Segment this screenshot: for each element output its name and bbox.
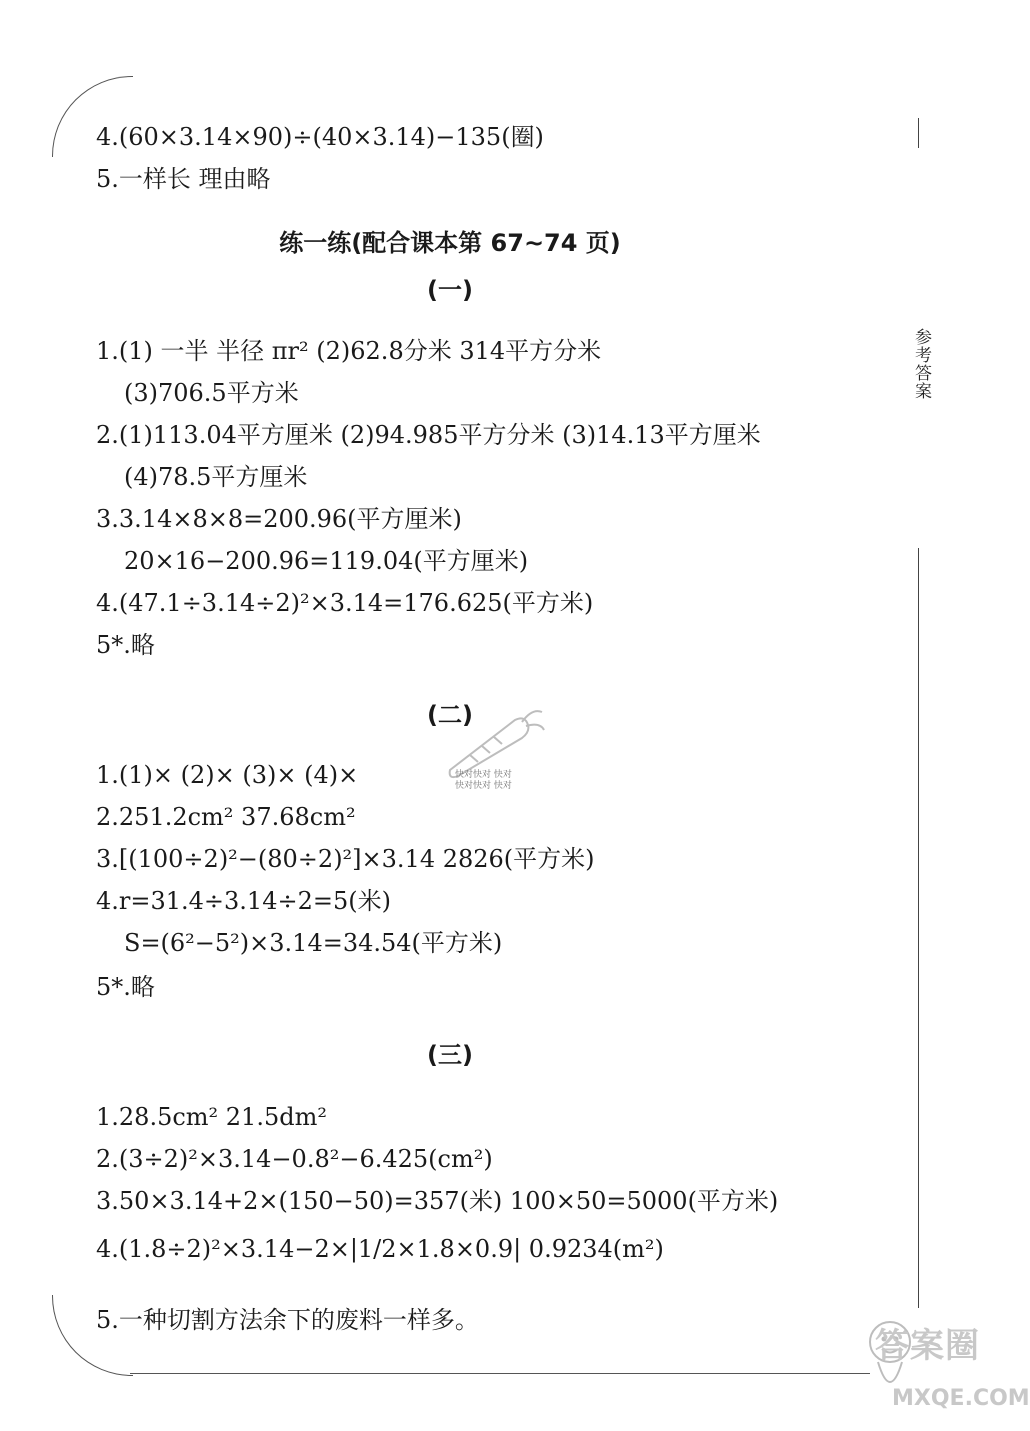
carrot-watermark-icon (430, 700, 550, 780)
subsection-heading: (一) (427, 276, 473, 304)
answer-line: 4.r=31.4÷3.14÷2=5(米) (96, 887, 391, 915)
answer-line: 3.3.14×8×8=200.96(平方厘米) (96, 505, 462, 533)
answer-line: 5.一样长 理由略 (96, 165, 271, 193)
answer-line: 1.28.5cm² 21.5dm² (96, 1103, 327, 1131)
answer-line: 4.(1.8÷2)²×3.14−2×|1/2×1.8×0.9| 0.9234(m²) (96, 1235, 664, 1263)
page-frame-bottom-line (130, 1373, 870, 1374)
watermark-small-text (455, 770, 512, 792)
answer-line: 5*.略 (96, 973, 155, 1001)
answer-line: 2.(1)113.04平方厘米 (2)94.985平方分米 (3)14.13平方厘米 (96, 421, 761, 449)
subsection-heading: (二) (427, 701, 473, 729)
answer-line: 5.一种切割方法余下的废料一样多。 (96, 1306, 479, 1334)
answer-line: (4)78.5平方厘米 (124, 463, 308, 491)
answer-line: 4.(47.1÷3.14÷2)²×3.14=176.625(平方米) (96, 589, 594, 617)
answer-line: 4.(60×3.14×90)÷(40×3.14)−135(圈) (96, 123, 544, 151)
right-margin-rule (918, 548, 919, 1308)
answer-line: (3)706.5平方米 (124, 379, 299, 407)
answer-line: 1.(1) 一半 半径 πr² (2)62.8分米 314平方分米 (96, 337, 602, 365)
side-tab-reference-answers: 参考答案 (911, 328, 931, 400)
answer-line: 5*.略 (96, 631, 155, 659)
right-margin-rule-top (918, 118, 919, 148)
answer-line: S=(6²−5²)×3.14=34.54(平方米) (124, 929, 503, 957)
section-heading: 练一练(配合课本第 67~74 页) (279, 229, 621, 257)
answer-line: 20×16−200.96=119.04(平方厘米) (124, 547, 529, 575)
watermark-corner-url: MXQE.COM (892, 1386, 1030, 1411)
subsection-heading: (三) (427, 1041, 473, 1069)
answer-line: 3.[(100÷2)²−(80÷2)²]×3.14 2826(平方米) (96, 845, 595, 873)
answer-line: 3.50×3.14+2×(150−50)=357(米) 100×50=5000(平方米) (96, 1187, 779, 1215)
answer-line: 2.(3÷2)²×3.14−0.8²−6.425(cm²) (96, 1145, 493, 1173)
answer-line: 2.251.2cm² 37.68cm² (96, 803, 356, 831)
watermark-corner-text: 答案圈 (875, 1326, 980, 1366)
watermark-small-line: 快对快对 快对 (455, 781, 512, 791)
answer-line: 1.(1)× (2)× (3)× (4)× (96, 761, 359, 789)
watermark-small-line: 快对快对 快对 (455, 770, 512, 780)
